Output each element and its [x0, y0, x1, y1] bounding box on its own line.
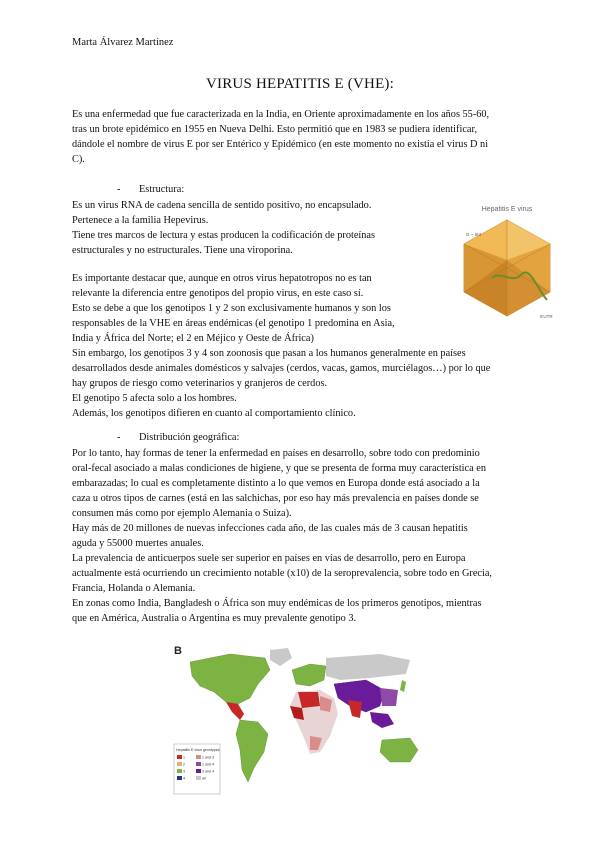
legend-item: 3	[183, 769, 185, 774]
text-line: estructurales y no estructurales. Tiene una viroporina.	[72, 245, 293, 256]
text-line: La prevalencia de anticuerpos suele ser superior en países en vías de desarrollo, pero en Europa	[72, 553, 466, 564]
author-name: Marta Álvarez Martínez	[72, 37, 174, 48]
legend-item: 4	[183, 776, 185, 781]
legend-item: all	[202, 776, 206, 781]
text-line: responsables de la VHE en áreas endémicas (el genotipo 1 predomina en Asia,	[72, 318, 395, 329]
text-line: Además, los genotipos difieren en cuanto al comportamiento clínico.	[72, 408, 356, 419]
section-heading-label: Distribución geográfica:	[139, 432, 240, 443]
text-line: hay grupos de riesgo como veterinarios y granjeros de cerdos.	[72, 378, 328, 389]
map-panel-letter: B	[174, 645, 182, 657]
text-line: El genotipo 5 afecta solo a los hombres.	[72, 393, 237, 404]
section-heading-distribucion	[117, 432, 239, 443]
hepatitis-e-virus-illustration	[452, 200, 562, 325]
text-line: Francia, Holanda o Alemania.	[72, 583, 196, 594]
bullet-dash: -	[117, 432, 121, 443]
legend-item: 2	[183, 762, 185, 767]
text-line: Es importante destacar que, aunque en otros virus hepatotropos no es tan	[72, 273, 372, 284]
text-line: Hay más de 20 millones de nuevas infecciones cada año, de las cuales más de 3 causan hepatitis	[72, 523, 468, 534]
text-line: embarazadas; lo cual es completamente distinto a lo que vemos en Europa donde está asociado a la	[72, 478, 480, 489]
section-heading-label: Estructura:	[139, 184, 185, 195]
legend-item: 1	[183, 755, 185, 760]
estructura-paragraph	[72, 198, 452, 258]
text-line: Por lo tanto, hay formas de tener la enfermedad en países en desarrollo, sobre todo con predominio	[72, 448, 480, 459]
text-line: que en América, Australia o Argentina es muy prevalente genotipo 3.	[72, 613, 357, 624]
legend-item: 1 and 4	[202, 762, 214, 767]
text-line: actualmente está ocurriendo un crecimiento notable (x10) de la seroprevalencia, sobre todo en Grecia,	[72, 568, 492, 579]
section-heading-estructura	[117, 184, 184, 195]
virus-label-right: 5'UTR	[540, 314, 553, 319]
text-line: relevante la diferencia entre genotipos del propio virus, en este caso sí.	[72, 288, 364, 299]
text-line: India y África del Norte; el 2 en Méjico y Oeste de África)	[72, 333, 314, 344]
world-genotype-map	[170, 640, 430, 800]
bullet-dash: -	[117, 184, 121, 195]
text-line: Sin embargo, los genotipos 3 y 4 son zoonosis que pasan a los humanos generalmente en países	[72, 348, 466, 359]
virus-figure-title: Hepatitis E virus	[481, 206, 533, 213]
virus-label-left: G ~ 5nt	[466, 232, 481, 237]
text-line: Tiene tres marcos de lectura y estas producen la codificación de proteínas	[72, 230, 375, 241]
text-line: En zonas como India, Bangladesh o África son muy endémicas de los primeros genotipos, mientras	[72, 598, 482, 609]
text-line: Esto se debe a que los genotipos 1 y 2 son exclusivamente humanos y son los	[72, 303, 391, 314]
text-line: tras un brote epidémico en 1955 en Nueva Delhi. Esto permitió que en 1983 se pudiera identificar,	[72, 124, 478, 135]
text-line: consumen más como por ejemplo Alemania o Suiza).	[72, 508, 292, 519]
distribucion-paragraph	[72, 446, 542, 626]
text-line: Es una enfermedad que fue caracterizada en la India, en Oriente aproximadamente en los años 55-60,	[72, 109, 490, 120]
legend-item: 3 and 4	[202, 769, 214, 774]
text-line: dándole el nombre de virus E por ser Entérico y Epidémico (en este momento no existía el virus D ni	[72, 139, 489, 150]
text-line: desarrollados desde animales domésticos y salvajes (cerdos, vacas, gamos, murciélagos…) por lo que	[72, 363, 491, 374]
text-line: Pertenece a la familia Hepevirus.	[72, 215, 209, 226]
map-legend-title: Hepatitis E virus genotypes	[176, 748, 220, 752]
page-title: VIRUS HEPATITIS E (VHE):	[206, 76, 394, 92]
text-line: Es un virus RNA de cadena sencilla de sentido positivo, no encapsulado.	[72, 200, 372, 211]
legend-item: 1 and 3	[202, 755, 214, 760]
intro-paragraph	[72, 107, 542, 167]
text-line: aguda y 55000 muertes anuales.	[72, 538, 204, 549]
text-line: C).	[72, 154, 85, 165]
text-line: oral-fecal asociado a malas condiciones de higiene, y que se presenta de forma muy característica en	[72, 463, 486, 474]
text-line: caza u otros tipos de carnes (está en las salchichas, por eso hay más prevalencia en países donde se	[72, 493, 479, 504]
